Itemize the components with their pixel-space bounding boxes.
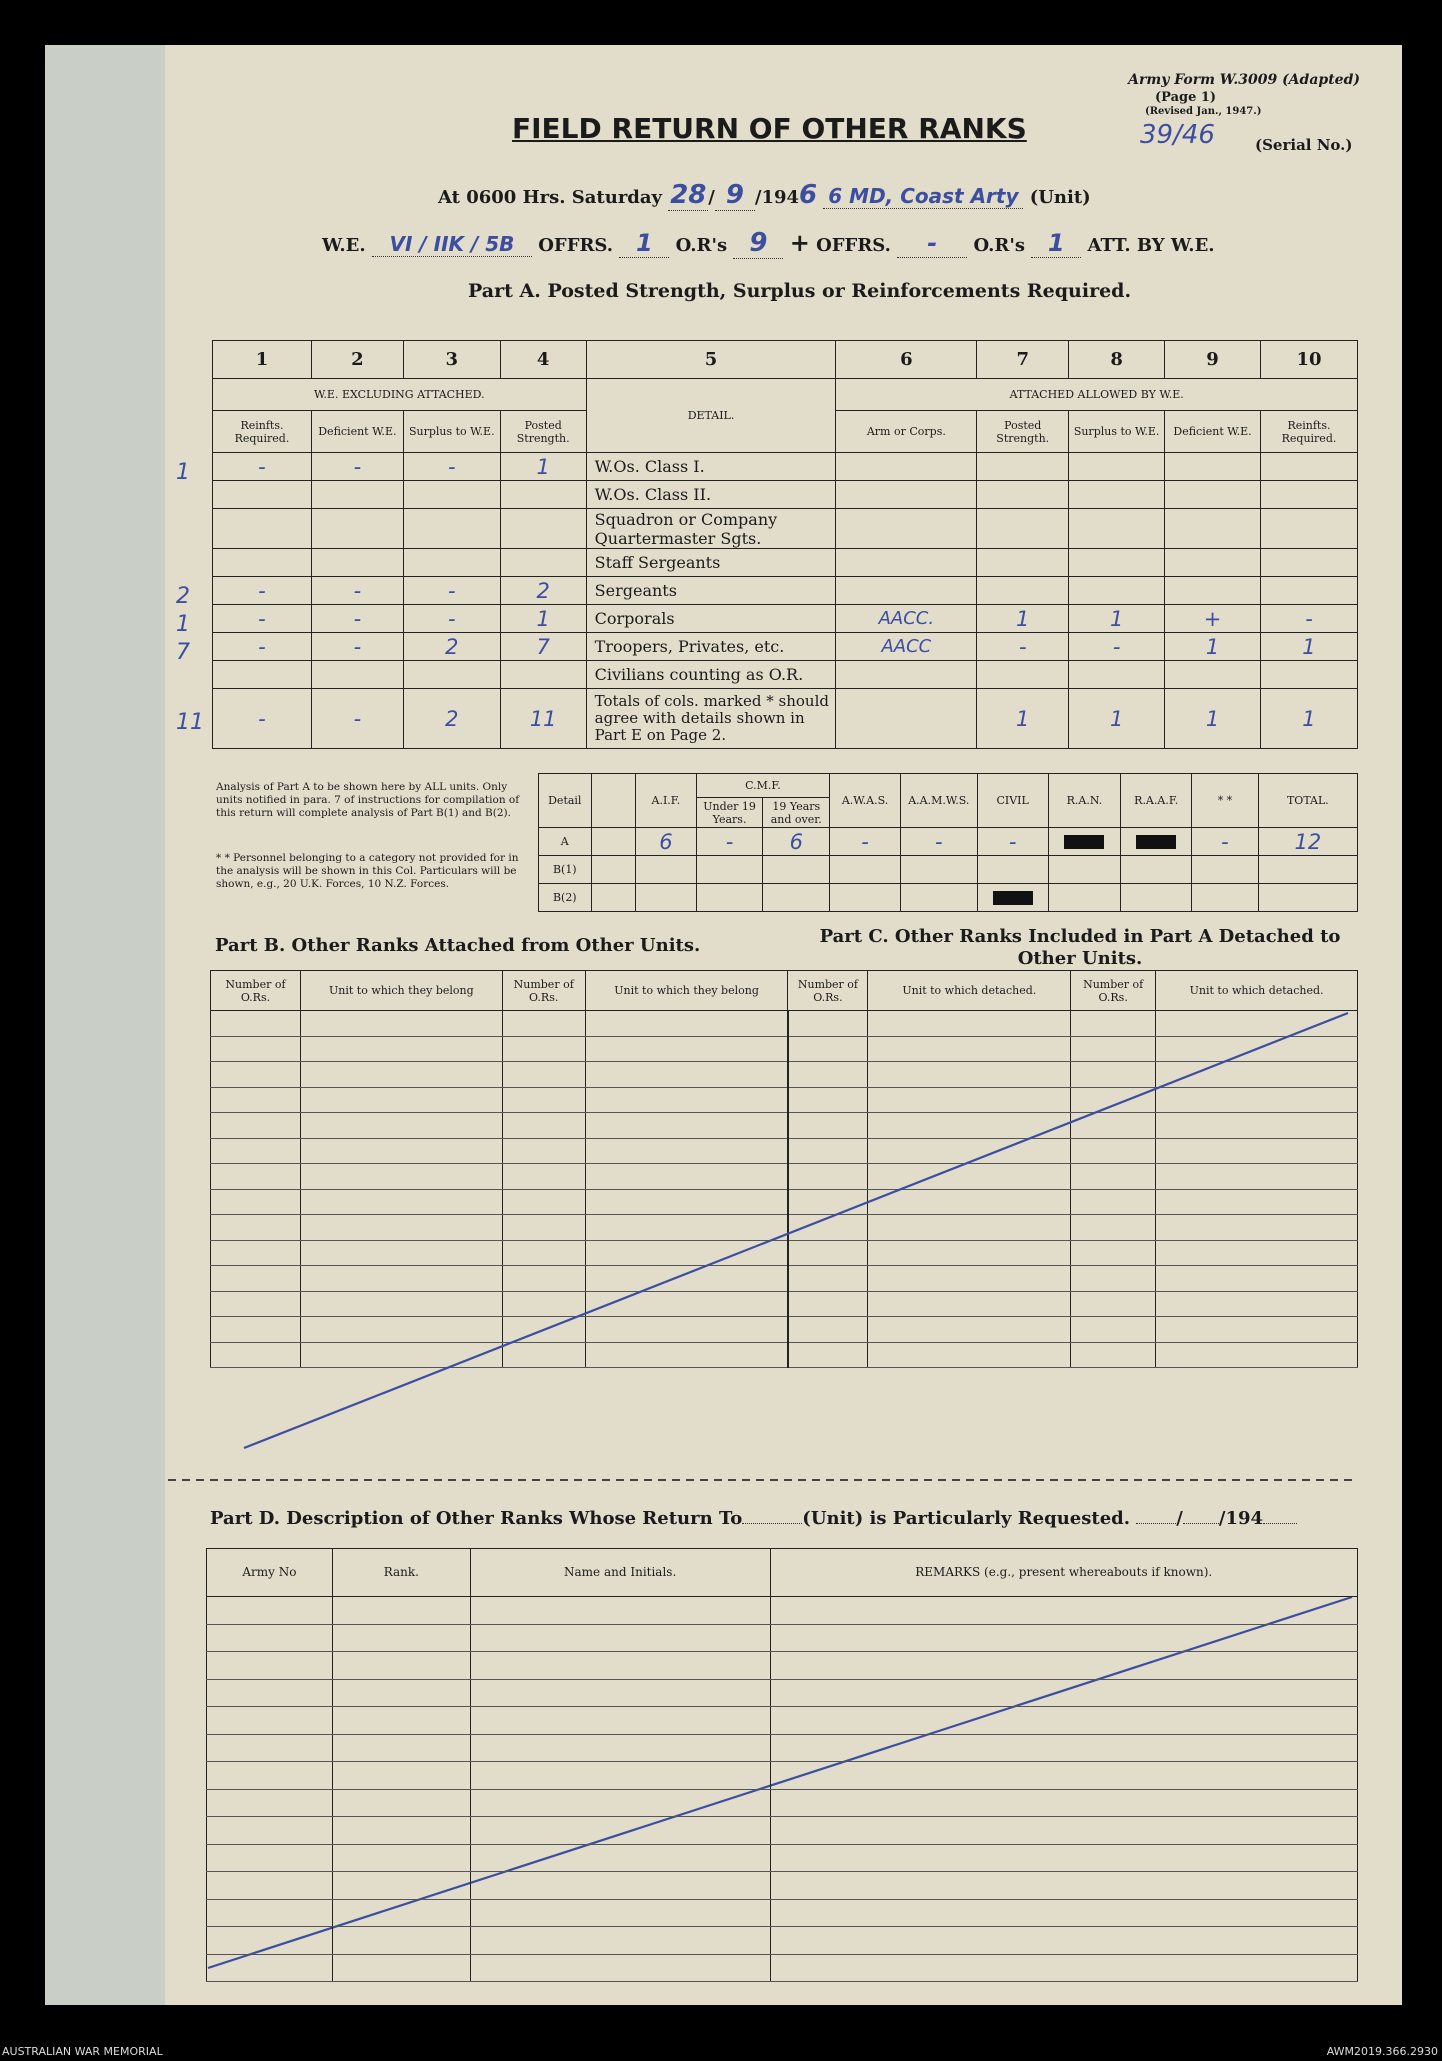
plus-sign: + — [789, 228, 810, 257]
part-d-year-blank — [1263, 1523, 1297, 1524]
part-a-cell: - — [403, 577, 500, 605]
part-a-cell: + — [1165, 605, 1261, 633]
ran-header: R.A.N. — [1048, 774, 1121, 828]
ors2-label: O.R's — [973, 235, 1025, 256]
part-a-cell: - — [213, 633, 312, 661]
part-a-cell: AACC — [836, 633, 977, 661]
part-d-cell[interactable] — [470, 1817, 770, 1845]
part-c-header: Number of O.Rs. — [788, 971, 868, 1011]
page-number: (Page 1) — [1155, 90, 1217, 105]
cmf-header: C.M.F. — [696, 774, 829, 798]
we-label: W.E. — [322, 235, 366, 256]
rank-label: Corporals — [586, 605, 836, 633]
offrs2-label: OFFRS. — [816, 235, 891, 256]
part-d-cell[interactable] — [770, 1707, 1357, 1735]
group-right-header: ATTACHED ALLOWED BY W.E. — [836, 379, 1358, 411]
analysis-value: - — [1008, 829, 1017, 854]
part-b-header: Number of O.Rs. — [211, 971, 301, 1011]
margin-total: 1 — [176, 460, 190, 485]
part-d-cell[interactable] — [770, 1899, 1357, 1927]
analysis-value: - — [935, 829, 943, 854]
part-a-cell: - — [213, 453, 312, 481]
part-d-row — [207, 1844, 1358, 1872]
part-a-cell: 1 — [500, 605, 586, 633]
part-a-cell: - — [311, 605, 403, 633]
part-a-cell: 1 — [1165, 633, 1261, 661]
part-d-cell[interactable] — [770, 1652, 1357, 1680]
part-bc-cancel-stroke — [244, 1013, 1348, 1448]
offrs2-value: - — [897, 229, 967, 258]
part-d-cell[interactable] — [207, 1789, 333, 1817]
part-c-header: Number of O.Rs. — [1071, 971, 1156, 1011]
col-number: 5 — [586, 341, 836, 379]
analysis-row-label: B(2) — [539, 884, 592, 912]
offrs-value: 1 — [619, 229, 669, 258]
part-d-cell[interactable] — [470, 1789, 770, 1817]
part-d-cell[interactable] — [770, 1789, 1357, 1817]
part-a-cell: - — [311, 577, 403, 605]
part-d-cell[interactable] — [207, 1679, 333, 1707]
part-d-row — [207, 1734, 1358, 1762]
part-d-month-blank — [1183, 1523, 1219, 1524]
part-d-cell[interactable] — [332, 1899, 470, 1927]
part-d-cell[interactable] — [332, 1817, 470, 1845]
part-d-unit-blank — [742, 1523, 802, 1524]
part-d-cell[interactable] — [770, 1872, 1357, 1900]
part-a-cell: 1 — [1260, 689, 1357, 749]
part-a-cell: 2 — [403, 689, 500, 749]
part-d-row — [207, 1927, 1358, 1955]
part-a-cell: 1 — [500, 453, 586, 481]
part-d-cell[interactable] — [470, 1597, 770, 1625]
part-a-cell: - — [1260, 605, 1357, 633]
rank-label: Civilians counting as O.R. — [586, 661, 836, 689]
at-line: At 0600 Hrs. Saturday 28 / 9 /1946 6 MD, Coast Arty (Unit) — [438, 180, 1091, 210]
part-d-cell[interactable] — [770, 1624, 1357, 1652]
part-b-title: Part B. Other Ranks Attached from Other Units. — [215, 935, 701, 956]
part-a-cell: 2 — [403, 633, 500, 661]
part-a-cell: 1 — [977, 605, 1069, 633]
offrs-label: OFFRS. — [538, 235, 614, 256]
part-a-cell: 1 — [1165, 689, 1261, 749]
part-d-cell[interactable] — [332, 1652, 470, 1680]
part-d-row — [207, 1899, 1358, 1927]
part-b-header: Unit to which they belong — [300, 971, 502, 1011]
part-d-cell[interactable] — [332, 1762, 470, 1790]
part-d-cell[interactable] — [207, 1817, 333, 1845]
part-c-header: Unit to which detached. — [1156, 971, 1358, 1011]
other-header: * * — [1192, 774, 1259, 828]
revision-date: (Revised Jan., 1947.) — [1145, 106, 1262, 117]
part-d-cell[interactable] — [332, 1707, 470, 1735]
part-a-cell: 1 — [1069, 605, 1165, 633]
part-d-header: Name and Initials. — [470, 1549, 770, 1597]
part-d-cell[interactable] — [470, 1762, 770, 1790]
aamws-header: A.A.M.W.S. — [900, 774, 977, 828]
part-a-cell: - — [403, 605, 500, 633]
part-d-cell[interactable] — [770, 1927, 1357, 1955]
part-d-row — [207, 1789, 1358, 1817]
part-d-title-c: /194 — [1218, 1508, 1264, 1529]
analysis-value: - — [725, 829, 734, 854]
margin-total: 1 — [176, 612, 190, 637]
col-header-left: Reinfts. Required. — [213, 411, 312, 453]
part-d-cell[interactable] — [770, 1734, 1357, 1762]
part-d-cell[interactable] — [207, 1762, 333, 1790]
part-d-cell[interactable] — [470, 1954, 770, 1982]
part-d-cell[interactable] — [207, 1927, 333, 1955]
part-d-cell[interactable] — [470, 1872, 770, 1900]
part-d-row — [207, 1817, 1358, 1845]
part-d-cell[interactable] — [332, 1679, 470, 1707]
detail-header: DETAIL. — [586, 379, 836, 453]
part-d-cell[interactable] — [470, 1927, 770, 1955]
col-number: 1 — [213, 341, 312, 379]
rank-label: Sergeants — [586, 577, 836, 605]
group-left-header: W.E. EXCLUDING ATTACHED. — [213, 379, 587, 411]
date-day: 28 — [670, 180, 707, 210]
col-header-right: Reinfts. Required. — [1260, 411, 1357, 453]
part-d-title: Part D. Description of Other Ranks Whose Return To (Unit) is Particularly Requested. / /194 — [210, 1508, 1297, 1529]
analysis-row-label: A — [539, 828, 592, 856]
part-d-cell[interactable] — [470, 1844, 770, 1872]
analysis-value: - — [861, 829, 869, 854]
raaf-header: R.A.A.F. — [1121, 774, 1192, 828]
part-d-cell[interactable] — [332, 1624, 470, 1652]
part-d-cell[interactable] — [207, 1899, 333, 1927]
part-d-cell[interactable] — [770, 1597, 1357, 1625]
part-d-cell[interactable] — [770, 1679, 1357, 1707]
analysis-value: 6 — [789, 829, 803, 854]
part-d-cell[interactable] — [207, 1707, 333, 1735]
part-d-row — [207, 1597, 1358, 1625]
att-label: ATT. BY W.E. — [1087, 235, 1215, 256]
part-a-cell: 2 — [500, 577, 586, 605]
part-a-cell: 7 — [500, 633, 586, 661]
part-a-cell: - — [311, 689, 403, 749]
part-d-cell[interactable] — [470, 1624, 770, 1652]
unit-label: (Unit) — [1029, 187, 1091, 208]
part-d-cell[interactable] — [470, 1652, 770, 1680]
part-d-row — [207, 1872, 1358, 1900]
col-header-left: Surplus to W.E. — [403, 411, 500, 453]
analysis-row-label: B(1) — [539, 856, 592, 884]
col-number: 6 — [836, 341, 977, 379]
part-d-header: Army No — [207, 1549, 333, 1597]
part-d-cell[interactable] — [470, 1679, 770, 1707]
col-number: 9 — [1165, 341, 1261, 379]
part-d-cell[interactable] — [332, 1844, 470, 1872]
col-number: 8 — [1069, 341, 1165, 379]
part-d-row — [207, 1679, 1358, 1707]
part-d-cell[interactable] — [470, 1899, 770, 1927]
analysis-value: - — [1221, 829, 1229, 854]
part-a-cell: - — [213, 577, 312, 605]
part-c-title: Part C. Other Ranks Included in Part A Detached to Other Units. — [819, 926, 1341, 969]
rank-label: Troopers, Privates, etc. — [586, 633, 836, 661]
part-a-cell: 11 — [500, 689, 586, 749]
part-d-cell[interactable] — [207, 1872, 333, 1900]
col-number: 7 — [977, 341, 1069, 379]
year-suffix: 6 — [799, 180, 818, 210]
part-d-cell[interactable] — [207, 1844, 333, 1872]
part-d-row — [207, 1624, 1358, 1652]
part-d-cell[interactable] — [332, 1789, 470, 1817]
margin-total: 2 — [176, 584, 190, 609]
analysis-note: Analysis of Part A to be shown here by ALL units. Only units notified in para. 7 of instructions for compilation of this return will complete analysis of Part B(1) and B(2). — [216, 781, 520, 819]
col-header-right: Deficient W.E. — [1165, 411, 1261, 453]
ors-value: 9 — [733, 228, 783, 259]
over19-header: 19 Years and over. — [763, 798, 830, 828]
footer-right: AWM2019.366.2930 — [1326, 2045, 1438, 2058]
part-a-cell: - — [311, 633, 403, 661]
part-d-cell[interactable] — [207, 1954, 333, 1982]
part-a-cell: - — [403, 453, 500, 481]
under19-header: Under 19 Years. — [696, 798, 763, 828]
part-a-cell: - — [977, 633, 1069, 661]
part-b-header: Unit to which they belong — [585, 971, 788, 1011]
part-a-cell: AACC. — [836, 605, 977, 633]
at-label: At 0600 Hrs. Saturday — [438, 187, 663, 208]
analysis-value: 12 — [1294, 829, 1322, 854]
col-header-right: Posted Strength. — [977, 411, 1069, 453]
part-d-header: REMARKS (e.g., present whereabouts if known). — [770, 1549, 1357, 1597]
part-c-header: Unit to which detached. — [868, 971, 1071, 1011]
margin-total: 7 — [176, 640, 190, 665]
part-d-title-a: Part D. Description of Other Ranks Whose Return To — [210, 1508, 743, 1529]
part-a-cell: 1 — [977, 689, 1069, 749]
serial-label: (Serial No.) — [1255, 136, 1353, 154]
part-d-cell[interactable] — [770, 1844, 1357, 1872]
col-header-right: Arm or Corps. — [836, 411, 977, 453]
aif-header: A.I.F. — [636, 774, 697, 828]
part-a-cell: - — [1069, 633, 1165, 661]
margin-total: 11 — [176, 710, 204, 735]
analysis-detail-header: Detail — [539, 774, 592, 828]
ors2-value: 1 — [1031, 229, 1081, 258]
part-d-cell[interactable] — [207, 1597, 333, 1625]
part-a-cell: 1 — [1069, 689, 1165, 749]
rank-label: W.Os. Class I. — [586, 453, 836, 481]
part-d-cell[interactable] — [770, 1954, 1357, 1982]
part-a-cell: - — [213, 689, 312, 749]
part-d-cell[interactable] — [207, 1734, 333, 1762]
rank-label: W.Os. Class II. — [586, 481, 836, 509]
part-d-title-b: (Unit) is Particularly Requested. — [802, 1508, 1131, 1529]
part-d-cell[interactable] — [332, 1734, 470, 1762]
part-d-cell[interactable] — [332, 1872, 470, 1900]
rank-label: Totals of cols. marked * should agree with details shown in Part E on Page 2. — [586, 689, 836, 749]
part-d-cell[interactable] — [770, 1817, 1357, 1845]
col-header-left: Posted Strength. — [500, 411, 586, 453]
part-d-cell[interactable] — [470, 1734, 770, 1762]
unit-value: 6 MD, Coast Arty — [823, 184, 1023, 209]
personnel-note: * * Personnel belonging to a category not provided for in the analysis will be shown in this Col. Particulars will be shown, e.g., 20 U.K. Forces, 10 N.Z. Forces. — [216, 852, 519, 890]
part-d-row — [207, 1652, 1358, 1680]
col-number: 10 — [1260, 341, 1357, 379]
part-d-row — [207, 1707, 1358, 1735]
part-d-cell[interactable] — [207, 1652, 333, 1680]
part-d-row — [207, 1762, 1358, 1790]
form-number: Army Form W.3009 (Adapted) — [1128, 72, 1360, 88]
form-title: FIELD RETURN OF OTHER RANKS — [512, 112, 1027, 145]
part-d-header: Rank. — [332, 1549, 470, 1597]
part-b-header: Number of O.Rs. — [502, 971, 585, 1011]
we-value: VI / IIK / 5B — [372, 232, 532, 257]
awas-header: A.W.A.S. — [830, 774, 901, 828]
part-a-cell: - — [311, 453, 403, 481]
col-header-right: Surplus to W.E. — [1069, 411, 1165, 453]
part-a-title: Part A. Posted Strength, Surplus or Reinforcements Required. — [468, 280, 1132, 302]
analysis-value: 6 — [659, 829, 673, 854]
col-number: 2 — [311, 341, 403, 379]
year-prefix: /194 — [754, 187, 800, 208]
part-d-cell[interactable] — [770, 1762, 1357, 1790]
part-d-cell[interactable] — [207, 1624, 333, 1652]
col-header-left: Deficient W.E. — [311, 411, 403, 453]
part-d-cell[interactable] — [332, 1954, 470, 1982]
part-a-cell: - — [213, 605, 312, 633]
ors-label: O.R's — [675, 235, 728, 256]
part-d-cell[interactable] — [332, 1927, 470, 1955]
rank-label: Staff Sergeants — [586, 549, 836, 577]
part-d-table — [206, 1548, 1358, 1982]
footer-left: AUSTRALIAN WAR MEMORIAL — [2, 2045, 163, 2058]
part-d-cell[interactable] — [332, 1597, 470, 1625]
part-d-cell[interactable] — [470, 1707, 770, 1735]
total-header: TOTAL. — [1258, 774, 1357, 828]
civil-header: CIVIL — [977, 774, 1048, 828]
serial-value: 39/46 — [1140, 120, 1215, 150]
col-number: 3 — [403, 341, 500, 379]
rank-label: Squadron or Company Quartermaster Sgts. — [586, 509, 836, 549]
part-d-day-blank — [1136, 1523, 1176, 1524]
date-month: 9 — [715, 180, 755, 211]
col-number: 4 — [500, 341, 586, 379]
part-d-row — [207, 1954, 1358, 1982]
part-a-cell: 1 — [1260, 633, 1357, 661]
